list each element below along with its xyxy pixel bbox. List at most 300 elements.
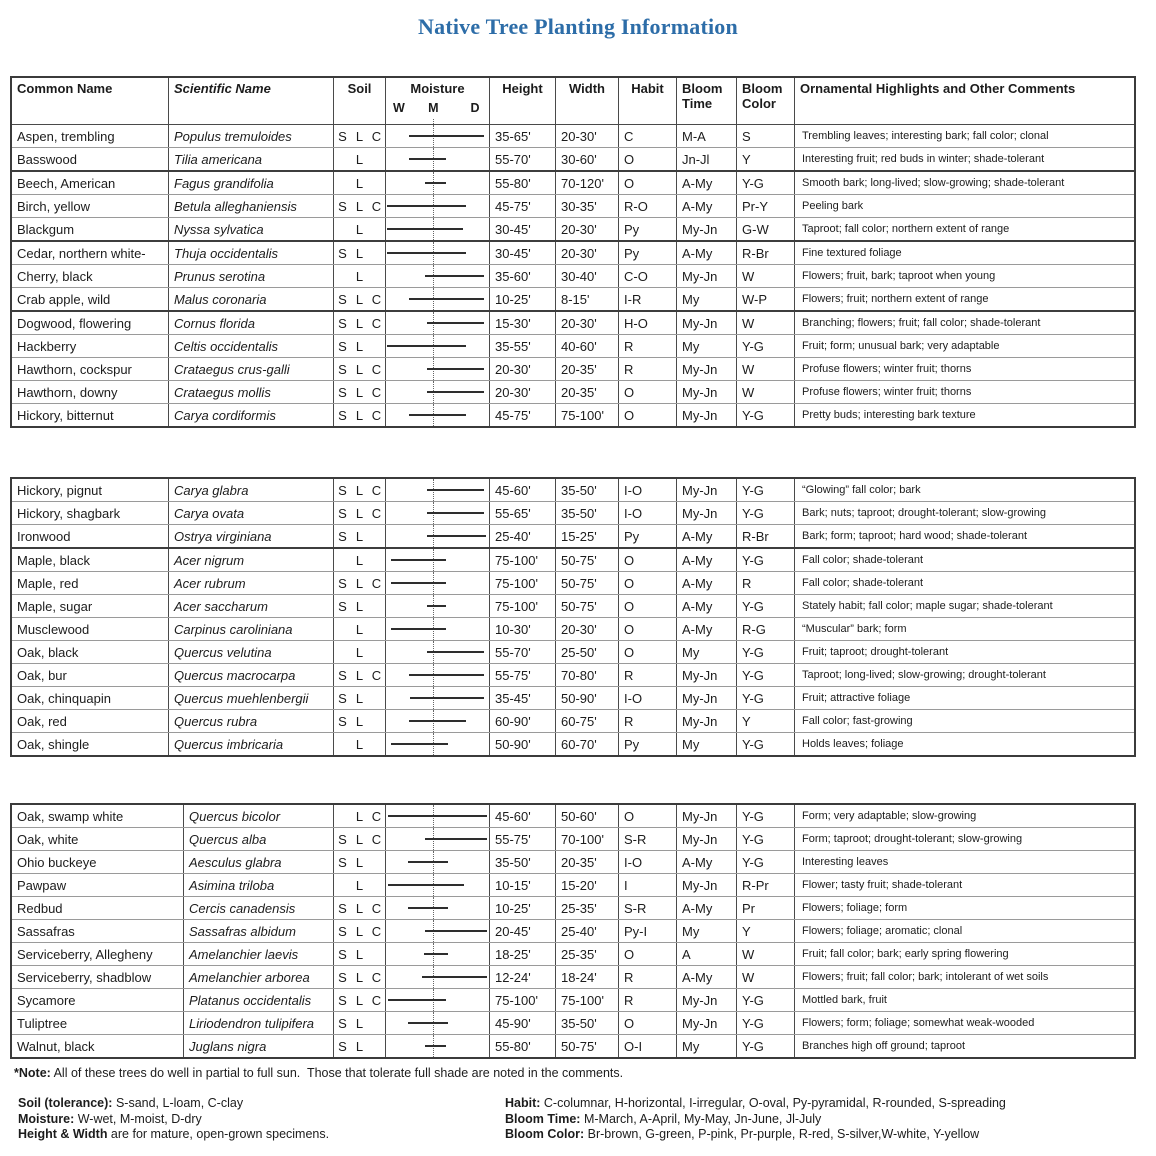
moisture-range-cell — [386, 828, 490, 850]
common-name-cell: Oak, black — [12, 641, 169, 663]
soil-cell — [334, 1012, 386, 1034]
height-cell: 75-100' — [490, 989, 556, 1011]
width-cell: 20-35' — [556, 381, 619, 403]
comments-cell: Profuse flowers; winter fruit; thorns — [802, 363, 972, 375]
page-title: Native Tree Planting Information — [418, 14, 738, 39]
moisture-range-bar — [388, 815, 487, 817]
soil-letter: S — [338, 854, 347, 870]
table-row — [12, 851, 1134, 874]
comments-cell: Interesting leaves — [802, 856, 889, 868]
width-cell: 25-50' — [556, 641, 619, 663]
bloom-color-cell: R — [737, 572, 795, 594]
soil-cell — [334, 851, 386, 873]
moisture-range-cell — [386, 805, 490, 827]
soil-letter: S — [338, 291, 347, 307]
soil-letter: L — [355, 361, 364, 377]
legend-text: Br-brown, G-green, P-pink, Pr-purple, R-red, S-silver,W-white, Y-yellow — [584, 1127, 980, 1141]
bloom-color-cell: Y-G — [737, 851, 795, 873]
soil-cell — [334, 312, 386, 334]
table-row — [12, 549, 1134, 572]
soil-cell — [334, 479, 386, 501]
width-cell: 20-30' — [556, 242, 619, 264]
bloom-time-cell: My-Jn — [677, 687, 737, 709]
table-row — [12, 989, 1134, 1012]
habit-cell: R — [619, 966, 677, 988]
scientific-name-cell: Crataegus mollis — [169, 381, 334, 403]
bloom-color-cell: Y-G — [737, 479, 795, 501]
habit-cell: I-O — [619, 687, 677, 709]
soil-letter: S — [338, 198, 347, 214]
header-scientific-name: Scientific Name — [169, 78, 334, 124]
scientific-name-cell: Acer saccharum — [169, 595, 334, 617]
bloom-color-cell: Y-G — [737, 1012, 795, 1034]
bloom-color-cell: Y-G — [737, 549, 795, 571]
table-body — [12, 125, 1134, 426]
habit-cell: Py-I — [619, 920, 677, 942]
moisture-range-cell — [386, 641, 490, 663]
habit-cell: R — [619, 358, 677, 380]
width-cell: 60-70' — [556, 733, 619, 755]
legend-height-width — [18, 1127, 329, 1143]
soil-cell — [334, 1035, 386, 1057]
scientific-name-cell: Populus tremuloides — [169, 125, 334, 147]
soil-letter: S — [338, 992, 347, 1008]
comments-cell: “Muscular” bark; form — [802, 623, 907, 635]
soil-letter: L — [355, 198, 364, 214]
scientific-name-cell: Cercis canadensis — [184, 897, 334, 919]
soil-letter: L — [355, 175, 364, 191]
common-name-cell: Oak, white — [12, 828, 184, 850]
moisture-range-bar — [425, 930, 487, 932]
height-cell: 55-70' — [490, 148, 556, 170]
soil-letter: L — [355, 482, 364, 498]
moisture-range-bar — [408, 1022, 448, 1024]
width-cell: 20-35' — [556, 358, 619, 380]
height-cell: 25-40' — [490, 525, 556, 547]
height-cell: 55-75' — [490, 828, 556, 850]
soil-letter: L — [355, 338, 364, 354]
width-cell: 25-40' — [556, 920, 619, 942]
moisture-range-bar — [427, 391, 484, 393]
moisture-title: Moisture — [410, 81, 465, 96]
comments-cell: Trembling leaves; interesting bark; fall color; clonal — [802, 130, 1049, 142]
moisture-range-cell — [386, 687, 490, 709]
soil-cell — [334, 572, 386, 594]
moisture-range-cell — [386, 125, 490, 147]
legend-bloom-time — [505, 1112, 1006, 1128]
scientific-name-cell: Ostrya virginiana — [169, 525, 334, 547]
moisture-range-bar — [427, 535, 486, 537]
scientific-name-cell: Sassafras albidum — [184, 920, 334, 942]
moisture-range-cell — [386, 502, 490, 524]
table-row — [12, 805, 1134, 828]
moisture-range-bar — [408, 907, 448, 909]
table-row — [12, 1012, 1134, 1035]
common-name-cell: Oak, swamp white — [12, 805, 184, 827]
scientific-name-cell: Carya ovata — [169, 502, 334, 524]
moisture-range-bar — [408, 861, 448, 863]
soil-letter: L — [355, 315, 364, 331]
bloom-time-cell: A-My — [677, 618, 737, 640]
width-cell: 30-40' — [556, 265, 619, 287]
table-row — [12, 404, 1134, 426]
moisture-range-bar — [391, 582, 446, 584]
width-cell: 40-60' — [556, 335, 619, 357]
scientific-name-cell: Liriodendron tulipifera — [184, 1012, 334, 1034]
bloom-color-cell: Y-G — [737, 404, 795, 426]
moisture-range-bar — [387, 228, 463, 230]
bloom-color-cell: Y — [737, 710, 795, 732]
bloom-time-cell: A-My — [677, 851, 737, 873]
table-row — [12, 288, 1134, 312]
habit-cell: I-O — [619, 502, 677, 524]
legend-left — [18, 1096, 329, 1143]
comments-cell: Peeling bark — [802, 200, 864, 212]
soil-cell — [334, 805, 386, 827]
height-cell: 15-30' — [490, 312, 556, 334]
moisture-range-bar — [387, 205, 466, 207]
common-name-cell: Ohio buckeye — [12, 851, 184, 873]
soil-cell — [334, 358, 386, 380]
moisture-range-cell — [386, 989, 490, 1011]
comments-cell: Form; taproot; drought-tolerant; slow-growing — [802, 833, 1023, 845]
table-row — [12, 595, 1134, 618]
bloom-color-cell: W — [737, 312, 795, 334]
common-name-cell: Oak, red — [12, 710, 169, 732]
height-cell: 45-75' — [490, 195, 556, 217]
moisture-range-cell — [386, 195, 490, 217]
legend-moisture — [18, 1112, 329, 1128]
soil-letter: L — [355, 831, 364, 847]
soil-letter: S — [338, 482, 347, 498]
height-cell: 30-45' — [490, 218, 556, 240]
bloom-color-cell: Y-G — [737, 828, 795, 850]
moisture-range-cell — [386, 265, 490, 287]
soil-letter: C — [371, 969, 382, 985]
soil-letter: S — [338, 315, 347, 331]
soil-cell — [334, 288, 386, 310]
bloom-color-cell: S — [737, 125, 795, 147]
height-cell: 45-75' — [490, 404, 556, 426]
scientific-name-cell: Fagus grandifolia — [169, 172, 334, 194]
soil-letter: C — [371, 667, 382, 683]
width-cell: 30-35' — [556, 195, 619, 217]
height-cell: 35-50' — [490, 851, 556, 873]
moisture-range-cell — [386, 733, 490, 755]
comments-cell: Interesting fruit; red buds in winter; shade-tolerant — [802, 153, 1045, 165]
scientific-name-cell: Carpinus caroliniana — [169, 618, 334, 640]
soil-cell — [334, 989, 386, 1011]
bloom-time-cell: My — [677, 920, 737, 942]
header-line: Time — [682, 96, 713, 111]
legend-habit — [505, 1096, 1006, 1112]
bloom-color-cell: W — [737, 943, 795, 965]
legend-label: Moisture: — [18, 1111, 75, 1126]
table-header — [12, 78, 1134, 125]
comments-cell: Flowers; fruit; northern extent of range — [802, 293, 989, 305]
soil-letter: S — [338, 923, 347, 939]
scientific-name-cell: Malus coronaria — [169, 288, 334, 310]
bloom-color-cell: R-G — [737, 618, 795, 640]
comments-cell: Fruit; form; unusual bark; very adaptable — [802, 340, 1000, 352]
soil-letter: C — [371, 482, 382, 498]
bloom-time-cell: My — [677, 1035, 737, 1057]
height-cell: 20-45' — [490, 920, 556, 942]
scientific-name-cell: Quercus muehlenbergii — [169, 687, 334, 709]
habit-cell: O — [619, 148, 677, 170]
soil-letter: L — [355, 1015, 364, 1031]
soil-letter: C — [371, 407, 382, 423]
soil-letter: C — [371, 291, 382, 307]
table-row — [12, 335, 1134, 358]
soil-letter: L — [355, 552, 364, 568]
soil-cell — [334, 549, 386, 571]
bloom-time-cell: My-Jn — [677, 1012, 737, 1034]
habit-cell: O — [619, 943, 677, 965]
bloom-color-cell: Y-G — [737, 172, 795, 194]
moisture-range-cell — [386, 618, 490, 640]
bloom-time-cell: My-Jn — [677, 664, 737, 686]
habit-cell: Py — [619, 733, 677, 755]
common-name-cell: Maple, sugar — [12, 595, 169, 617]
moisture-range-bar — [388, 999, 446, 1001]
bloom-time-cell: A-My — [677, 572, 737, 594]
width-cell: 60-75' — [556, 710, 619, 732]
comments-cell: Flowers; foliage; form — [802, 902, 908, 914]
moisture-range-cell — [386, 851, 490, 873]
comments-cell: Flowers; foliage; aromatic; clonal — [802, 925, 963, 937]
soil-letter: C — [371, 361, 382, 377]
header-common-name: Common Name — [12, 78, 169, 124]
soil-letter: L — [355, 808, 364, 824]
width-cell: 70-120' — [556, 172, 619, 194]
habit-cell: O — [619, 805, 677, 827]
table-row — [12, 312, 1134, 335]
bloom-time-cell: My-Jn — [677, 265, 737, 287]
soil-letter: S — [338, 831, 347, 847]
moisture-range-cell — [386, 1035, 490, 1057]
height-cell: 55-70' — [490, 641, 556, 663]
habit-cell: Py — [619, 218, 677, 240]
moisture-range-cell — [386, 148, 490, 170]
legend-soil — [18, 1096, 329, 1112]
moisture-range-bar — [387, 345, 466, 347]
scientific-name-cell: Betula alleghaniensis — [169, 195, 334, 217]
height-cell: 20-30' — [490, 381, 556, 403]
scientific-name-cell: Nyssa sylvatica — [169, 218, 334, 240]
height-cell: 10-25' — [490, 288, 556, 310]
habit-cell: S-R — [619, 897, 677, 919]
bloom-color-cell: R-Br — [737, 525, 795, 547]
header-habit: Habit — [619, 78, 677, 124]
soil-letter: S — [338, 245, 347, 261]
table-row — [12, 687, 1134, 710]
height-cell: 55-80' — [490, 172, 556, 194]
bloom-color-cell: G-W — [737, 218, 795, 240]
comments-cell: Flowers; form; foliage; somewhat weak-wooded — [802, 1017, 1035, 1029]
bloom-color-cell: W-P — [737, 288, 795, 310]
comments-cell: Branches high off ground; taproot — [802, 1040, 966, 1052]
bloom-color-cell: R-Pr — [737, 874, 795, 896]
width-cell: 18-24' — [556, 966, 619, 988]
table-row — [12, 125, 1134, 148]
common-name-cell: Sassafras — [12, 920, 184, 942]
scientific-name-cell: Quercus rubra — [169, 710, 334, 732]
header-bloom-color — [737, 78, 795, 124]
height-cell: 35-65' — [490, 125, 556, 147]
bloom-color-cell: Y-G — [737, 989, 795, 1011]
soil-letter: L — [355, 384, 364, 400]
header-width: Width — [556, 78, 619, 124]
bloom-time-cell: My — [677, 335, 737, 357]
moisture-range-bar — [391, 743, 448, 745]
table-row — [12, 218, 1134, 242]
bloom-time-cell: A-My — [677, 525, 737, 547]
header-line: Bloom — [742, 81, 783, 96]
moisture-range-cell — [386, 897, 490, 919]
soil-letter: L — [355, 291, 364, 307]
note-label: *Note: — [14, 1066, 51, 1080]
soil-letter: L — [355, 969, 364, 985]
bloom-time-cell: My-Jn — [677, 989, 737, 1011]
width-cell: 35-50' — [556, 479, 619, 501]
comments-cell: Mottled bark, fruit — [802, 994, 887, 1006]
moisture-range-cell — [386, 381, 490, 403]
table-row — [12, 897, 1134, 920]
legend-bloom-color — [505, 1127, 1006, 1143]
soil-letter: L — [355, 575, 364, 591]
soil-cell — [334, 595, 386, 617]
moisture-range-cell — [386, 525, 490, 547]
legend-label: Bloom Color: — [505, 1127, 585, 1141]
bloom-color-cell: Y-G — [737, 687, 795, 709]
scientific-name-cell: Amelanchier laevis — [184, 943, 334, 965]
width-cell: 50-75' — [556, 549, 619, 571]
width-cell: 50-75' — [556, 572, 619, 594]
moisture-range-bar — [409, 414, 467, 416]
soil-letter: L — [355, 1038, 364, 1054]
legend-text: C-columnar, H-horizontal, I-irregular, O-oval, Py-pyramidal, R-rounded, S-spreading — [540, 1096, 1006, 1110]
table-row — [12, 966, 1134, 989]
moisture-range-bar — [425, 275, 484, 277]
table-row — [12, 358, 1134, 381]
moisture-range-bar — [427, 489, 484, 491]
habit-cell: I-O — [619, 851, 677, 873]
moisture-range-bar — [427, 651, 484, 653]
width-cell: 70-100' — [556, 828, 619, 850]
soil-cell — [334, 404, 386, 426]
habit-cell: I-O — [619, 479, 677, 501]
bloom-time-cell: My-Jn — [677, 404, 737, 426]
bloom-time-cell: A-My — [677, 172, 737, 194]
moisture-range-bar — [410, 697, 484, 699]
soil-letter: C — [371, 900, 382, 916]
height-cell: 50-90' — [490, 733, 556, 755]
tree-table-section-1 — [10, 76, 1136, 428]
legend-text: S-sand, L-loam, C-clay — [112, 1096, 244, 1110]
height-cell: 35-55' — [490, 335, 556, 357]
soil-letter: L — [355, 854, 364, 870]
habit-cell: Py — [619, 242, 677, 264]
bloom-color-cell: Y-G — [737, 733, 795, 755]
scientific-name-cell: Juglans nigra — [184, 1035, 334, 1057]
table-row — [12, 265, 1134, 288]
common-name-cell: Oak, chinquapin — [12, 687, 169, 709]
width-cell: 20-30' — [556, 618, 619, 640]
header-height: Height — [490, 78, 556, 124]
bloom-time-cell: My-Jn — [677, 805, 737, 827]
width-cell: 20-30' — [556, 312, 619, 334]
habit-cell: R — [619, 335, 677, 357]
soil-cell — [334, 172, 386, 194]
moisture-moist-label: M — [428, 101, 439, 115]
comments-cell: Bark; form; taproot; hard wood; shade-tolerant — [802, 530, 1028, 542]
common-name-cell: Walnut, black — [12, 1035, 184, 1057]
moisture-range-bar — [425, 838, 487, 840]
table-row — [12, 502, 1134, 525]
moisture-range-bar — [425, 1045, 446, 1047]
bloom-time-cell: My-Jn — [677, 358, 737, 380]
height-cell: 55-65' — [490, 502, 556, 524]
common-name-cell: Hickory, bitternut — [12, 404, 169, 426]
habit-cell: O — [619, 404, 677, 426]
soil-cell — [334, 641, 386, 663]
common-name-cell: Cherry, black — [12, 265, 169, 287]
height-cell: 55-75' — [490, 664, 556, 686]
moisture-range-bar — [427, 512, 484, 514]
soil-cell — [334, 618, 386, 640]
comments-cell: Form; very adaptable; slow-growing — [802, 810, 977, 822]
scientific-name-cell: Carya glabra — [169, 479, 334, 501]
moisture-range-cell — [386, 172, 490, 194]
scientific-name-cell: Quercus macrocarpa — [169, 664, 334, 686]
common-name-cell: Hackberry — [12, 335, 169, 357]
height-cell: 60-90' — [490, 710, 556, 732]
legend-label: Soil (tolerance): — [18, 1096, 113, 1110]
soil-cell — [334, 664, 386, 686]
soil-letter: L — [355, 736, 364, 752]
height-cell: 12-24' — [490, 966, 556, 988]
soil-letter: L — [355, 992, 364, 1008]
table-row — [12, 572, 1134, 595]
comments-cell: Fine textured foliage — [802, 247, 902, 259]
soil-letter: S — [338, 407, 347, 423]
moisture-range-cell — [386, 595, 490, 617]
soil-letter: L — [355, 407, 364, 423]
comments-cell: Branching; flowers; fruit; fall color; shade-tolerant — [802, 317, 1041, 329]
soil-letter: S — [338, 528, 347, 544]
width-cell: 50-60' — [556, 805, 619, 827]
soil-letter: C — [371, 128, 382, 144]
table-row — [12, 920, 1134, 943]
moisture-range-cell — [386, 710, 490, 732]
moisture-range-bar — [427, 605, 446, 607]
comments-cell: Fruit; taproot; drought-tolerant — [802, 646, 949, 658]
comments-cell: Fruit; fall color; bark; early spring flowering — [802, 948, 1009, 960]
table-body — [12, 479, 1134, 755]
moisture-range-cell — [386, 920, 490, 942]
width-cell: 20-30' — [556, 218, 619, 240]
bloom-color-cell: R-Br — [737, 242, 795, 264]
habit-cell: O-I — [619, 1035, 677, 1057]
table-body — [12, 805, 1134, 1057]
bloom-time-cell: My — [677, 733, 737, 755]
height-cell: 75-100' — [490, 595, 556, 617]
bloom-time-cell: My-Jn — [677, 479, 737, 501]
soil-letter: L — [355, 128, 364, 144]
legend-label: Bloom Time: — [505, 1111, 581, 1126]
comments-cell: Stately habit; fall color; maple sugar; shade-tolerant — [802, 600, 1053, 612]
